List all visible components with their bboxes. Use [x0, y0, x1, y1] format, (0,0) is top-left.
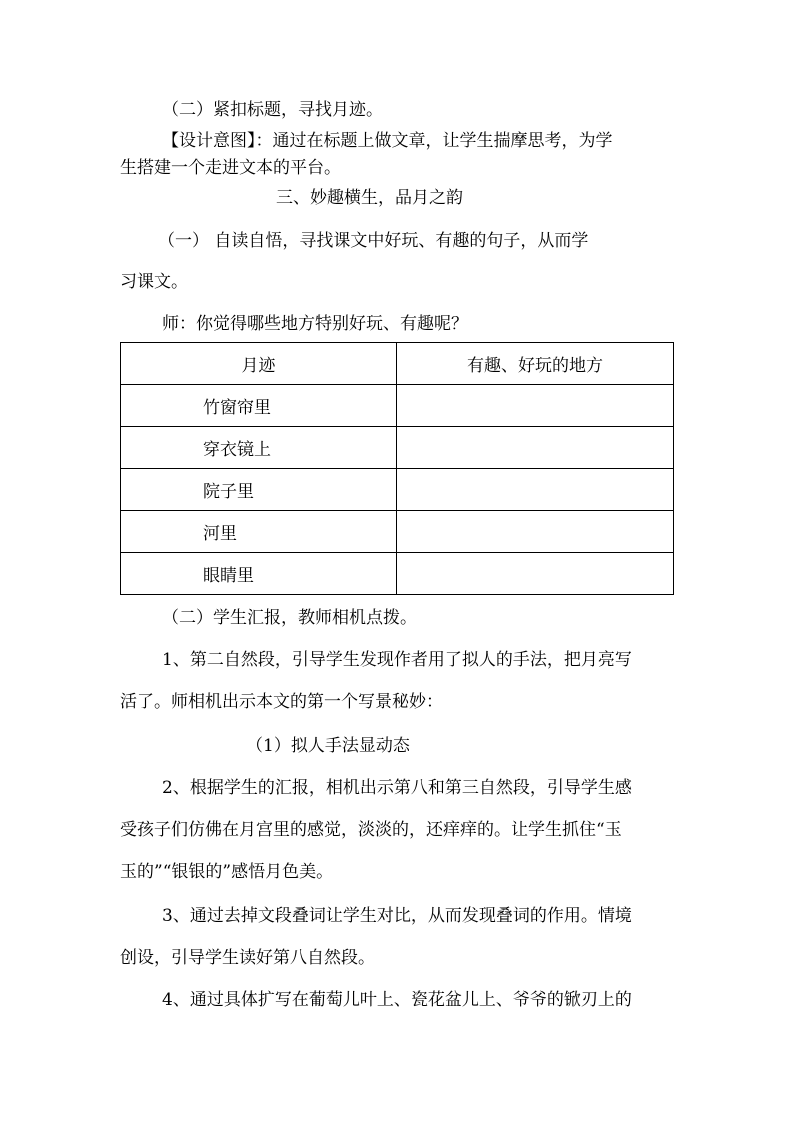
paragraph2-line2: 受孩子们仿佛在月宫里的感觉，淡淡的，还痒痒的。让学生抓住“玉	[120, 820, 622, 840]
step2-heading: （二）学生汇报，教师相机点拨。	[162, 608, 417, 628]
table-row	[121, 385, 674, 427]
section2-heading: （二）紧扣标题，寻找月迹。	[162, 100, 383, 120]
table-cell-location: 院子里	[121, 469, 397, 511]
secret1-heading: （1）拟人手法显动态	[246, 736, 410, 756]
step1-line2: 习课文。	[120, 272, 188, 292]
table-cell-location: 眼睛里	[121, 553, 397, 595]
paragraph3-line1: 3、通过去掉文段叠词让学生对比，从而发现叠词的作用。情境	[162, 906, 632, 926]
table-header-cell: 有趣、好玩的地方	[397, 343, 674, 385]
moon-trace-table	[120, 342, 674, 595]
paragraph2-line3: 玉的”“银银的”感悟月色美。	[120, 862, 334, 882]
teacher-question: 师：你觉得哪些地方特别好玩、有趣呢？	[162, 314, 468, 334]
table-row	[121, 469, 674, 511]
paragraph1-line1: 1、第二自然段，引导学生发现作者用了拟人的手法，把月亮写	[162, 650, 632, 670]
table-cell-answer	[397, 427, 674, 469]
table-header-cell: 月迹	[121, 343, 397, 385]
table-header-row	[121, 343, 674, 385]
part3-heading: 三、妙趣横生，品月之韵	[276, 188, 463, 208]
paragraph4-line1: 4、通过具体扩写在葡萄儿叶上、瓷花盆儿上、爷爷的锨刃上的	[162, 990, 632, 1010]
design-intent-line1: 【设计意图】：通过在标题上做文章，让学生揣摩思考，为学	[162, 131, 613, 151]
table-row	[121, 553, 674, 595]
table-cell-answer	[397, 469, 674, 511]
paragraph1-line2: 活了。师相机出示本文的第一个写景秘妙：	[120, 692, 443, 712]
design-intent-line2: 生搭建一个走进文本的平台。	[120, 158, 341, 178]
table-cell-location: 竹窗帘里	[121, 385, 397, 427]
paragraph2-line1: 2、根据学生的汇报，相机出示第八和第三自然段，引导学生感	[162, 778, 632, 798]
table-cell-answer	[397, 553, 674, 595]
table-cell-answer	[397, 385, 674, 427]
table-cell-answer	[397, 511, 674, 553]
paragraph3-line2: 创设，引导学生读好第八自然段。	[120, 948, 375, 968]
table-row	[121, 427, 674, 469]
table-row	[121, 511, 674, 553]
table-cell-location: 穿衣镜上	[121, 427, 397, 469]
step1-line1: （一） 自读自悟，寻找课文中好玩、有趣的句子，从而学	[158, 231, 589, 251]
table-cell-location: 河里	[121, 511, 397, 553]
